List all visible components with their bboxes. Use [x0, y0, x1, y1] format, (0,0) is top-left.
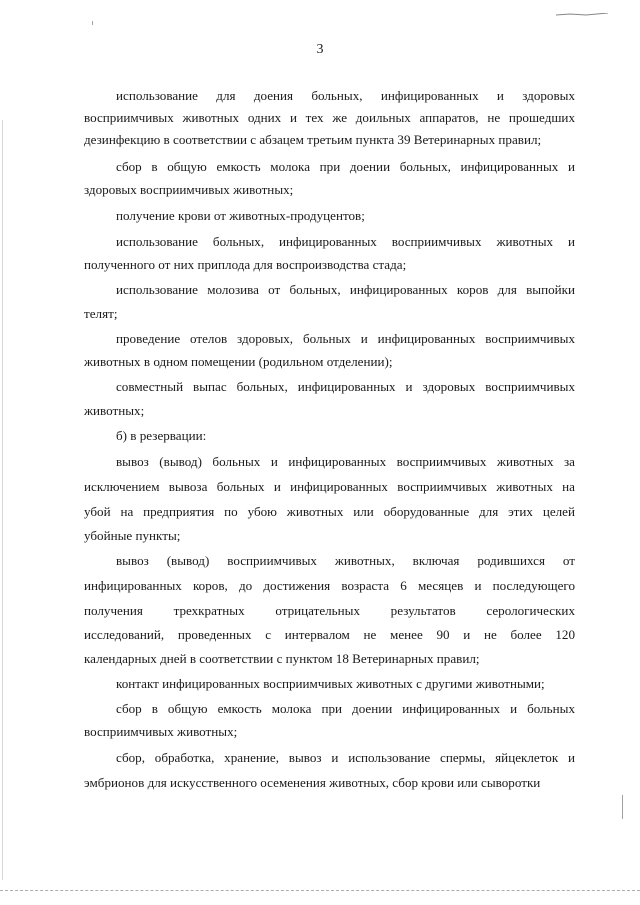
scan-edge-line — [2, 120, 3, 880]
text-line: эмбрионов для искусственного осеменения животных, сбор крови или сыворотки — [84, 775, 541, 790]
text-line: инфицированных коров, до достижения возраста 6 месяцев и последующего — [84, 578, 575, 593]
text-line: контакт инфицированных восприимчивых животных с другими животными; — [116, 676, 545, 691]
text-line: использование больных, инфицированных восприимчивых животных и — [116, 234, 575, 249]
text-line: исключением вывоза больных и инфицированных восприимчивых животных на — [84, 479, 575, 494]
text-line: животных; — [84, 403, 145, 418]
scan-bottom-edge — [0, 890, 640, 891]
text-line: проведение отелов здоровых, больных и инфицированных восприимчивых — [116, 331, 575, 346]
text-line: календарных дней в соответствии с пунктом 18 Ветеринарных правил; — [84, 651, 480, 666]
text-line: исследований, проведенных с интервалом не менее 90 и не более 120 — [84, 627, 575, 642]
text-line: убой на предприятия по убою животных или оборудованные для этих целей — [84, 504, 575, 519]
text-line: полученного от них приплода для воспроизводства стада; — [84, 257, 407, 272]
scan-mark-top-right — [556, 13, 608, 16]
text-line: здоровых восприимчивых животных; — [84, 182, 294, 197]
scan-speck — [622, 795, 623, 819]
text-line: использование молозива от больных, инфицированных коров для выпойки — [116, 282, 575, 297]
text-line: получение крови от животных-продуцентов; — [116, 208, 365, 223]
text-line: сбор, обработка, хранение, вывоз и использование спермы, яйцеклеток и — [116, 750, 575, 765]
text-line: животных в одном помещении (родильном отделении); — [84, 354, 393, 369]
text-line: совместный выпас больных, инфицированных и здоровых восприимчивых — [116, 379, 575, 394]
text-line: дезинфекцию в соответствии с абзацем третьим пункта 39 Ветеринарных правил; — [84, 132, 542, 147]
page-number: 3 — [316, 42, 324, 57]
text-line: вывоз (вывод) больных и инфицированных восприимчивых животных за — [116, 454, 575, 469]
text-line: убойные пункты; — [84, 528, 181, 543]
text-line: сбор в общую емкость молока при доении больных, инфицированных и — [116, 159, 575, 174]
text-line: сбор в общую емкость молока при доении инфицированных и больных — [116, 701, 575, 716]
text-line: использование для доения больных, инфицированных и здоровых — [116, 88, 575, 103]
scan-speck — [92, 21, 93, 25]
text-line: телят; — [84, 306, 118, 321]
text-line: получения трехкратных отрицательных результатов серологических — [84, 603, 575, 618]
text-line: б) в резервации: — [116, 428, 207, 443]
text-line: вывоз (вывод) восприимчивых животных, включая родившихся от — [116, 553, 575, 568]
text-line: восприимчивых животных; — [84, 724, 238, 739]
text-line: восприимчивых животных одних и тех же доильных аппаратов, не прошедших — [84, 110, 575, 125]
